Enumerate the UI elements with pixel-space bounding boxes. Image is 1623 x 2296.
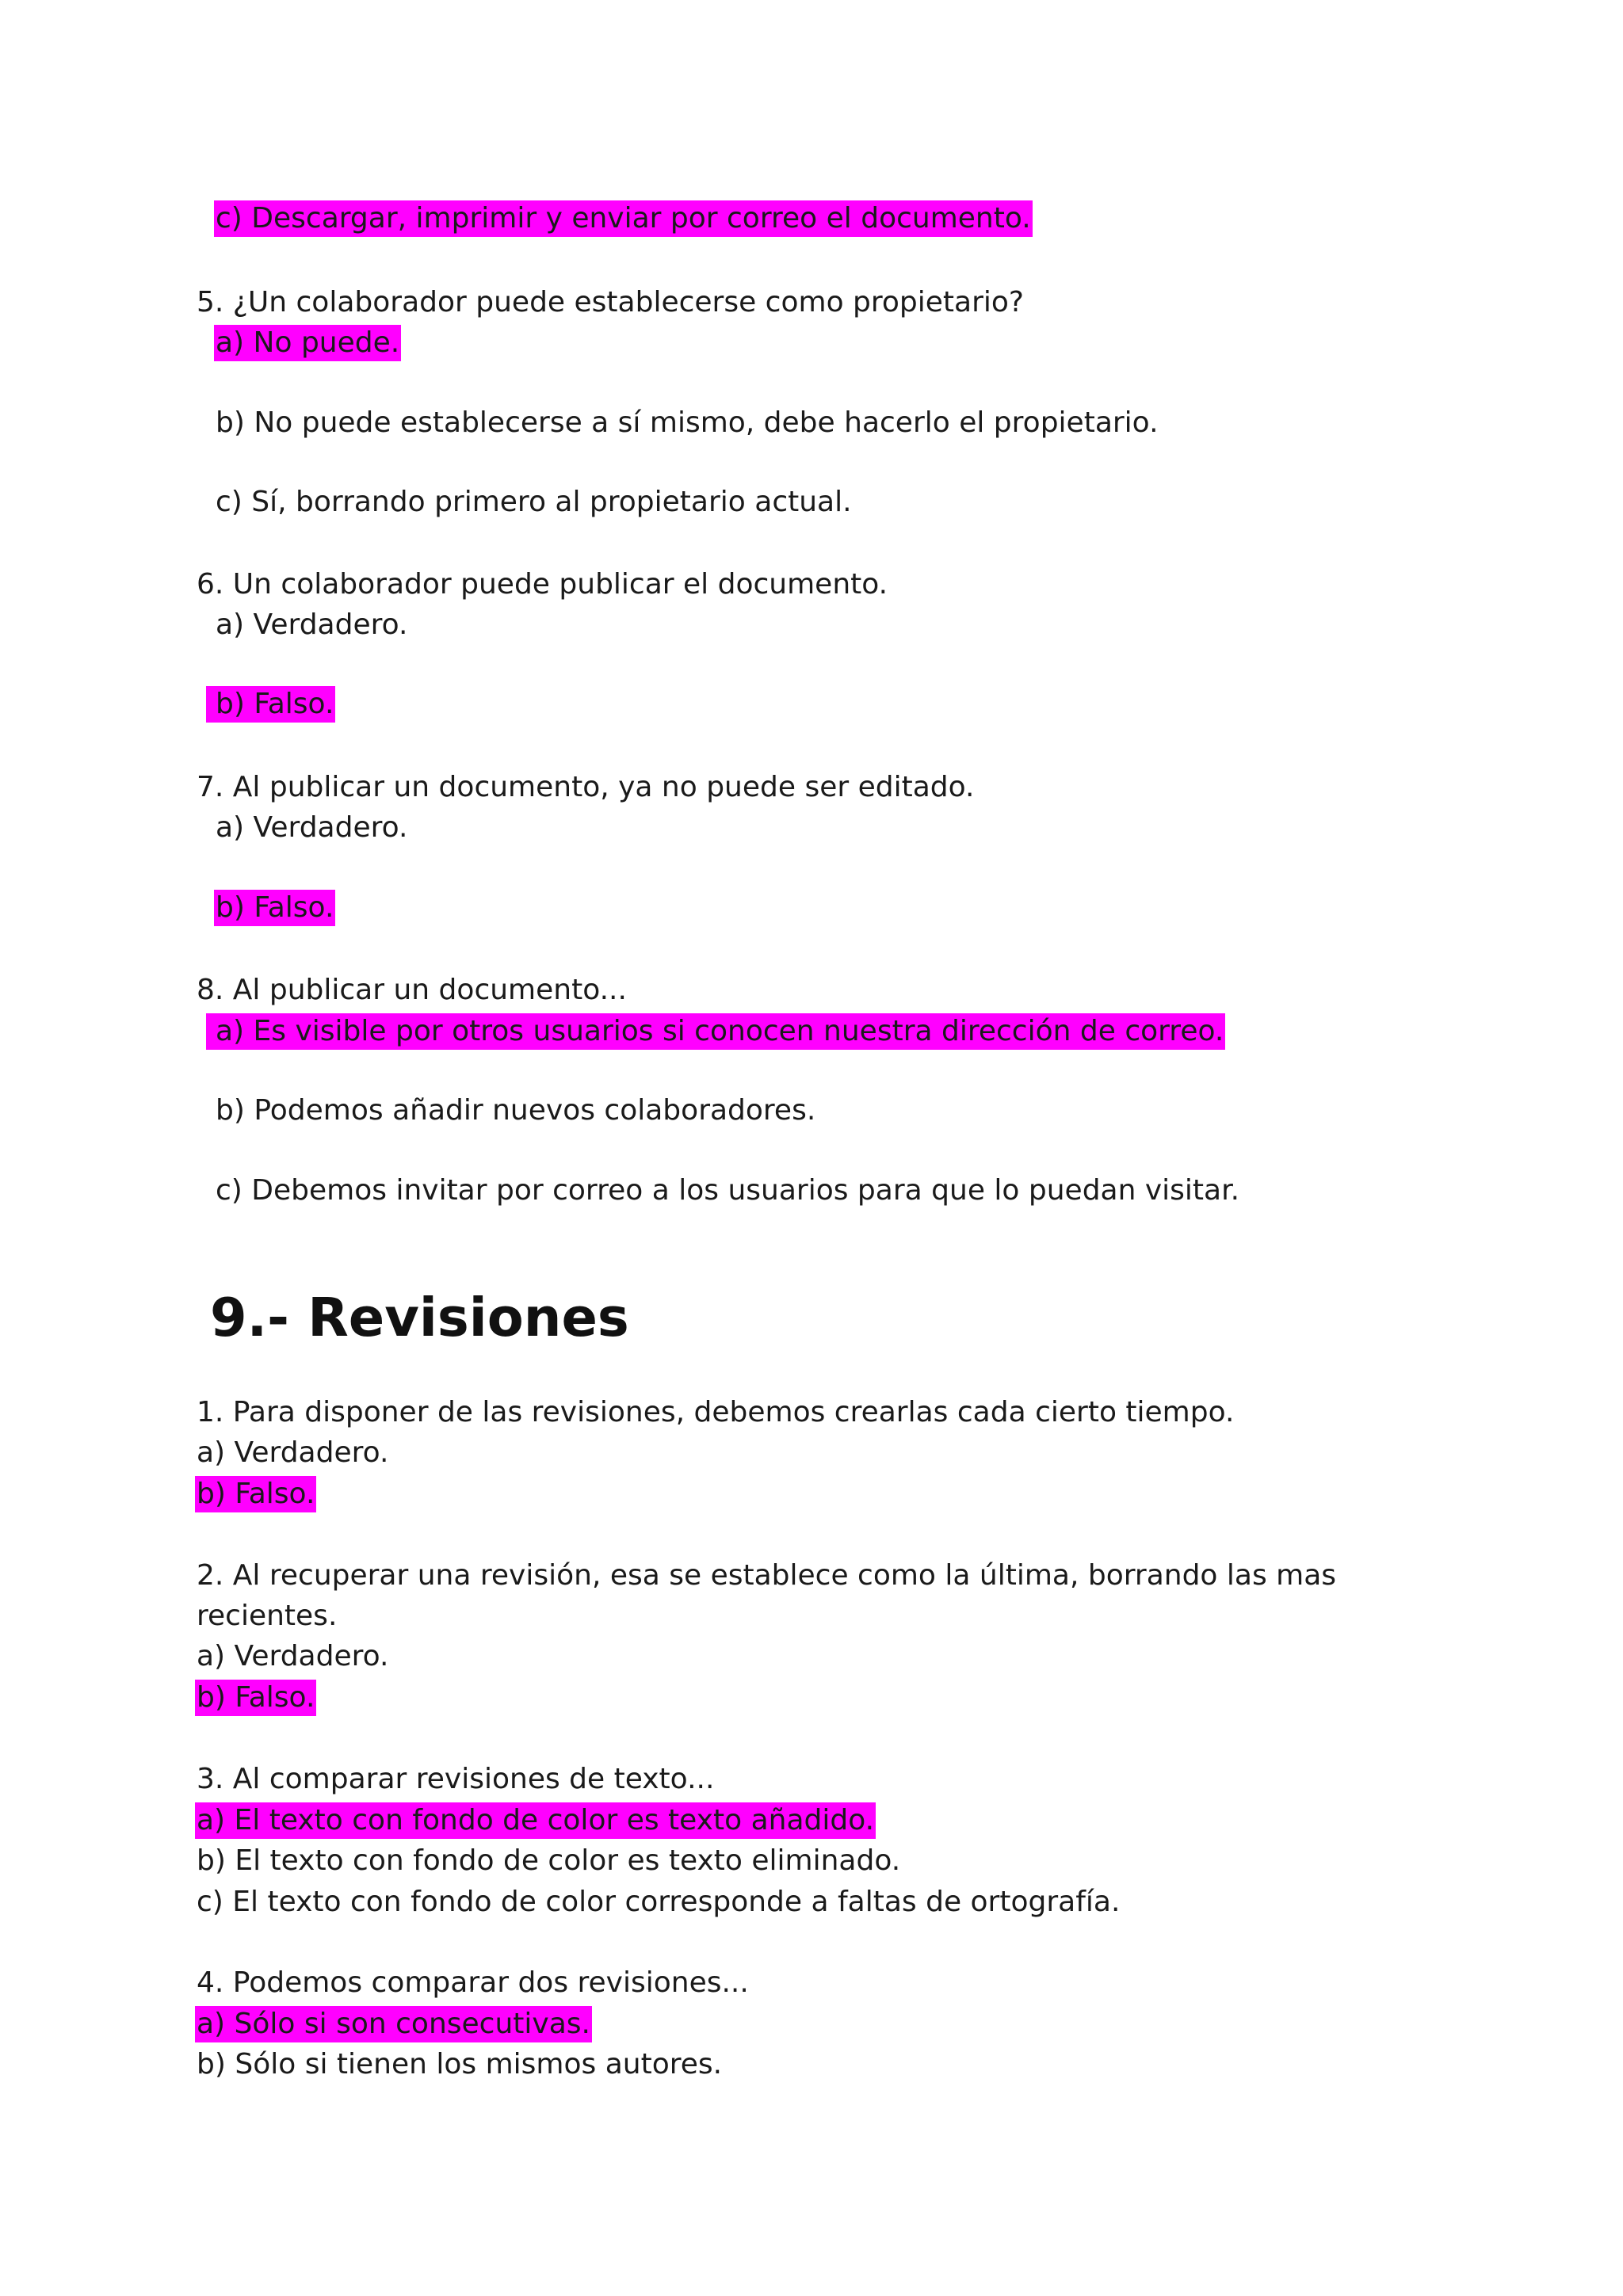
answer-highlighted: a) Sólo si son consecutivas. xyxy=(195,2006,592,2042)
answer-highlighted: c) Descargar, imprimir y enviar por correo el documento. xyxy=(214,200,1033,237)
answer-highlighted: b) Falso. xyxy=(214,890,335,926)
answer-highlighted: a) El texto con fondo de color es texto añadido. xyxy=(195,1802,876,1839)
answer-option: c) El texto con fondo de color corresponde a faltas de ortografía. xyxy=(197,1886,1121,1918)
answer-option: b) Podemos añadir nuevos colaboradores. xyxy=(216,1094,816,1127)
question-text: 1. Para disponer de las revisiones, debemos crearlas cada cierto tiempo. xyxy=(197,1396,1235,1428)
answer-option: a) Verdadero. xyxy=(216,608,408,641)
answer-option: c) Debemos invitar por correo a los usuarios para que lo puedan visitar. xyxy=(216,1174,1240,1207)
question-text: 3. Al comparar revisiones de texto... xyxy=(197,1763,715,1795)
question-text: 4. Podemos comparar dos revisiones... xyxy=(197,1966,749,1999)
answer-option: a) Verdadero. xyxy=(197,1436,389,1469)
answer-option: c) Sí, borrando primero al propietario actual. xyxy=(216,486,852,518)
answer-option: a) Verdadero. xyxy=(216,811,408,844)
answer-highlighted: b) Falso. xyxy=(195,1476,316,1512)
answer-option: b) El texto con fondo de color es texto eliminado. xyxy=(197,1844,901,1877)
question-text: 6. Un colaborador puede publicar el documento. xyxy=(197,568,888,601)
answer-highlighted: b) Falso. xyxy=(206,686,335,723)
answer-highlighted: a) Es visible por otros usuarios si conocen nuestra dirección de correo. xyxy=(206,1013,1225,1050)
section-heading: 9.- Revisiones xyxy=(210,1287,629,1348)
answer-highlighted: a) No puede. xyxy=(214,325,401,361)
answer-option: b) Sólo si tienen los mismos autores. xyxy=(197,2048,723,2081)
question-text: 7. Al publicar un documento, ya no puede ser editado. xyxy=(197,771,975,803)
question-text: 8. Al publicar un documento... xyxy=(197,974,627,1006)
question-text: 2. Al recuperar una revisión, esa se establece como la última, borrando las mas xyxy=(197,1559,1337,1592)
answer-highlighted: b) Falso. xyxy=(195,1680,316,1716)
answer-option: b) No puede establecerse a sí mismo, debe hacerlo el propietario. xyxy=(216,406,1159,439)
question-text-continuation: recientes. xyxy=(197,1600,338,1632)
question-text: 5. ¿Un colaborador puede establecerse como propietario? xyxy=(197,286,1025,318)
answer-option: a) Verdadero. xyxy=(197,1640,389,1672)
